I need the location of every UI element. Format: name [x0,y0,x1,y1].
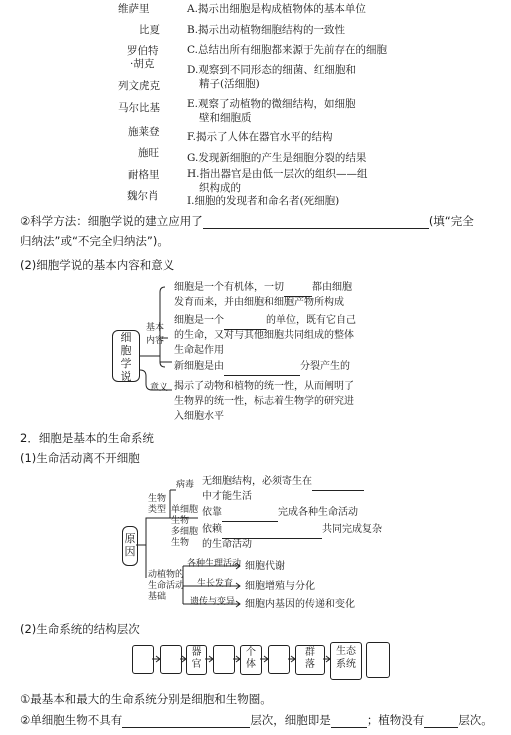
discovery-i: I.细胞的发现者和命名者(死细胞) [187,195,340,207]
scientist-7: 施旺 [138,147,159,159]
multicell-text-3: 的生命活动 [202,539,252,550]
footer-line-2 [20,712,493,728]
reason-root-box [122,526,138,566]
basis-b3-result: 细胞内基因的传递和变化 [245,599,355,610]
multicell-label-1: 多细胞 [171,527,199,537]
scientist-3: 罗伯特 [127,45,159,57]
virus-blank[interactable] [312,473,364,491]
root-char-4: 说 [120,370,132,383]
content-3a: 新细胞是由 [174,361,224,372]
level-box-organ: 器官 [186,645,207,675]
method-text: ②科学方法：细胞学说的建立应用了 [20,214,203,228]
content-heading: (2)细胞学说的基本内容和意义 [20,258,175,272]
branch-meaning: 意义 [150,383,169,393]
level-box-4 [213,645,235,674]
content-1b: 都由细胞 [312,282,352,293]
multicell-text-1: 依赖 [202,524,222,535]
content-3b: 分裂产生的 [300,361,350,372]
content-2b: 的单位，既有它自己 [266,315,356,326]
virus-text-1: 无细胞结构，必须寄生在 [202,476,312,487]
meaning-1: 揭示了动物和植物的统一性，从而阐明了 [174,381,354,392]
scientist-5: 马尔比基 [118,102,160,114]
section2-sub1: (1)生命活动离不开细胞 [20,451,140,465]
scientist-2: 比夏 [139,24,160,36]
cell-theory-root-box [112,330,140,382]
scientist-4: 列文虎克 [118,80,160,92]
scientist-1: 维萨里 [118,3,150,15]
footer-2c: ；植物没有 [366,713,425,727]
basis-b2-result: 细胞增殖与分化 [245,581,315,592]
scientist-6: 施莱登 [128,126,160,138]
type-label-1: 生物 [148,494,167,504]
level-box-2 [160,645,182,674]
level-box-community: 群落 [295,645,325,675]
virus-label: 病毒 [176,480,195,490]
root-char-1: 细 [120,331,132,344]
discovery-f: F.揭示了人体在器官水平的结构 [187,131,333,143]
reason-char-1: 原 [124,532,136,545]
branch-basic-2: 内容 [146,336,165,346]
footer-blank-1[interactable] [122,713,250,728]
method-hint-2: 归纳法”或“不完全归纳法”)。 [20,234,169,248]
footer-blank-2[interactable] [331,713,367,728]
multicell-text-2: 共同完成复杂 [322,524,382,535]
basis-b1-result: 细胞代谢 [245,561,285,572]
discovery-c: C.总结出所有细胞都来源于先前存在的细胞 [187,44,387,56]
scientist-3b: ·胡克 [130,58,155,70]
content-3-blank[interactable] [224,358,300,376]
content-3 [174,358,350,376]
scientist-9: 魏尔肖 [127,190,159,202]
root-char-2: 胞 [120,344,132,357]
level-box-individual: 个体 [240,645,262,675]
meaning-3: 入细胞水平 [174,411,224,422]
discovery-d2: 精子(活细胞) [199,78,260,90]
content-1a: 细胞是一个有机体，一切 [174,282,284,293]
basis-b2: 生长发育 [197,579,234,589]
content-2a: 细胞是一个 [174,315,224,326]
virus-text-2: 中才能生活 [202,491,252,502]
footer-line-1: ①最基本和最大的生命系统分别是细胞和生物圈。 [20,692,272,706]
level-box-1 [132,645,154,674]
basis-b3: 遗传与变异 [190,597,236,607]
multicell-label-2: 生物 [171,538,190,548]
levels-heading: (2)生命系统的结构层次 [20,622,140,636]
branch-basic-1: 基本 [146,323,165,333]
unicell-text-1: 依靠 [202,507,222,518]
footer-blank-3[interactable] [424,713,458,728]
basis-label-1: 动植物的 [148,570,185,580]
level-box-ecosystem: 生态系统 [330,642,362,680]
footer-2b: 层次，细胞即是 [250,713,331,727]
discovery-d: D.观察到不同形态的细菌、红细胞和 [187,64,356,76]
basis-label-2: 生命活动 [148,581,185,591]
level-box-9 [366,642,390,678]
type-label-2: 类型 [148,505,167,515]
level-box-6 [268,645,290,674]
reason-char-2: 因 [124,545,136,558]
discovery-b: B.揭示出动植物细胞结构的一致性 [187,24,346,36]
root-char-3: 学 [120,357,132,370]
scientist-8: 耐格里 [128,169,160,181]
content-1c: 发育而来，并由细胞和细胞产物所构成 [174,297,344,308]
discovery-h2: 织构成的 [199,182,241,194]
discovery-h: H.指出器官是由低一层次的组织——组 [187,168,368,180]
section2-heading: 2．细胞是基本的生命系统 [20,431,154,445]
discovery-g: G.发现新细胞的产生是细胞分裂的结果 [187,152,367,164]
meaning-2: 生物界的统一性，标志着生物学的研究进 [174,396,354,407]
footer-2a: ②单细胞生物不具有 [20,713,123,727]
content-2c: 的生命，又对与其他细胞共同组成的整体 [174,330,354,341]
content-2d: 生命起作用 [174,345,224,356]
basis-b1: 各种生理活动 [187,559,242,569]
unicell-text-2: 完成各种生命活动 [278,507,358,518]
unicell-label-1: 单细胞 [171,505,199,515]
discovery-e2: 壁和细胞质 [199,112,252,124]
basis-label-3: 基础 [148,592,167,602]
unicell-label-2: 生物 [171,516,190,526]
method-hint: (填“完全 [428,214,474,228]
unicell-text [202,504,358,522]
discovery-e: E.观察了动植物的微细结构，如细胞 [187,98,356,110]
unicell-blank[interactable] [222,504,278,522]
discovery-a: A.揭示出细胞是构成植物体的基本单位 [187,3,366,15]
footer-2d: 层次。 [458,713,493,727]
